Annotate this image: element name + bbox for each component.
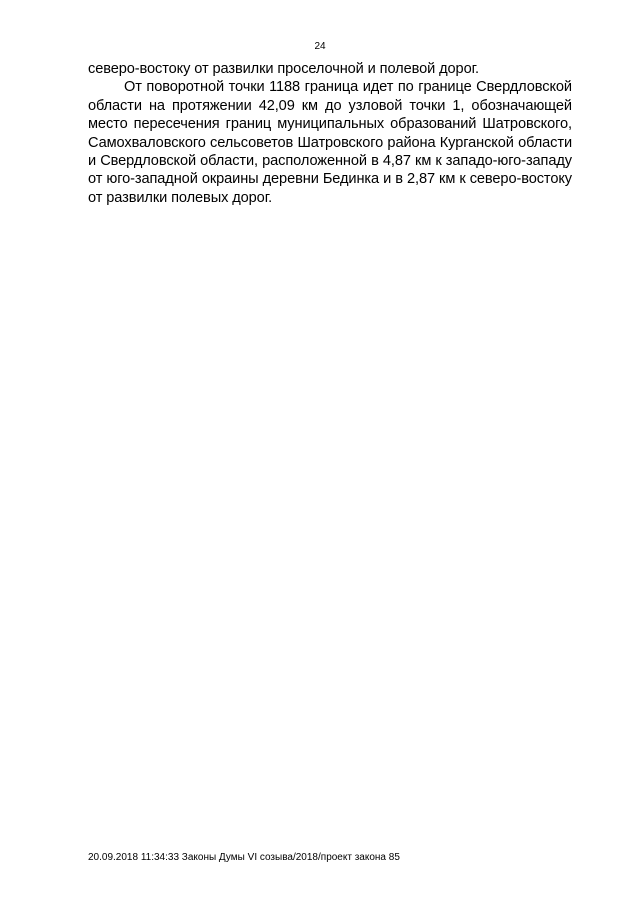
footer-document-stamp: 20.09.2018 11:34:33 Законы Думы VI созыва/2018/проект закона 85: [88, 852, 400, 863]
paragraph-continuation: северо-востоку от развилки проселочной и полевой дорог.: [88, 61, 479, 77]
document-body: [88, 60, 572, 207]
page-number: 24: [314, 41, 326, 52]
paragraph-boundary-description: От поворотной точки 1188 граница идет по границе Свердловской области на протяжении 42,09 км до узловой точки 1, обозначающей место пересечения границ муниципальных образований Шатровского, Самохваловского сельсоветов Шатровского района Курганской области и Свердловской области, расположенной в 4,87 км к западо-юго-западу от юго-западной окраины деревни Бединка и в 2,87 км к северо-востоку от развилки полевых дорог.: [88, 79, 572, 206]
